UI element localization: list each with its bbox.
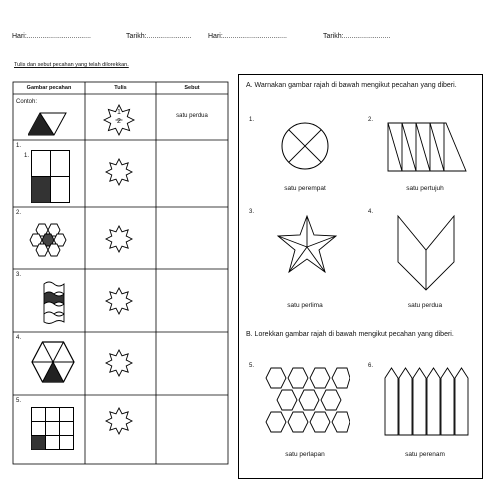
example-fraction-denominator: 2 xyxy=(117,118,121,125)
blank-star-icon xyxy=(105,349,133,377)
row-1-sub-number: 1. xyxy=(24,153,30,159)
tarikh-field-left: Tarikh:....................... xyxy=(126,33,192,40)
section-a-instruction: A. Warnakan gambar rajah di bawah mengikut pecahan yang diberi. xyxy=(246,82,457,89)
parallelogram-sevenths-icon xyxy=(386,121,468,173)
square-quarter-shaded-icon xyxy=(31,150,71,204)
item-3-number: 3. xyxy=(249,209,255,215)
item-3-label: satu perlima xyxy=(287,302,323,309)
wavy-strip-icon xyxy=(42,280,66,324)
item-1-number: 1. xyxy=(249,117,255,123)
row-2-number: 2. xyxy=(16,210,22,216)
item-2-number: 2. xyxy=(368,117,374,123)
row-5-number: 5. xyxy=(16,398,22,404)
item-2-label: satu pertujuh xyxy=(406,185,444,192)
hexagon-cluster-icon xyxy=(29,221,69,257)
col-header-tulis: Tulis xyxy=(114,85,127,91)
example-label: Contoh: xyxy=(16,99,38,105)
row-4-number: 4. xyxy=(16,335,22,341)
blank-star-icon xyxy=(105,407,133,435)
hexagon-eighths-icon xyxy=(262,366,350,438)
row-3-number: 3. xyxy=(16,272,22,278)
section-b-instruction: B. Lorekkan gambar rajah di bawah mengikut pecahan yang diberi. xyxy=(246,331,454,338)
item-5-label: satu perlapan xyxy=(285,451,325,458)
hexagon-sixths-icon xyxy=(31,340,75,384)
fence-sixths-icon xyxy=(384,366,470,436)
chevron-halves-icon xyxy=(396,214,456,292)
col-header-gambar: Gambar pecahan xyxy=(26,85,72,91)
hari-field-left: Hari:................................. xyxy=(12,33,91,40)
circle-quarters-icon xyxy=(280,121,330,171)
item-4-number: 4. xyxy=(368,209,374,215)
item-1-label: satu perempat xyxy=(284,185,326,192)
parallelogram-half-shaded-icon xyxy=(28,111,68,137)
tarikh-field-right: Tarikh:........................ xyxy=(323,33,391,40)
blank-star-icon xyxy=(105,158,133,186)
row-1-number: 1. xyxy=(16,143,22,149)
left-instruction: Tulis dan sebut pecahan yang telah dilorekkan. xyxy=(14,62,129,68)
item-6-label: satu perenam xyxy=(405,451,445,458)
example-answer: satu perdua xyxy=(176,113,208,119)
item-4-label: satu perdua xyxy=(407,302,443,309)
blank-star-icon xyxy=(105,225,133,253)
hari-field-right: Hari:................................. xyxy=(208,33,287,40)
item-6-number: 6. xyxy=(368,363,374,369)
item-5-number: 5. xyxy=(249,363,255,369)
grid-ninths-icon xyxy=(31,407,75,451)
star-fifths-icon xyxy=(275,213,339,277)
col-header-sebut: Sebut xyxy=(184,85,200,91)
blank-star-icon xyxy=(105,287,133,315)
example-fraction-numerator: 1 xyxy=(117,109,121,116)
